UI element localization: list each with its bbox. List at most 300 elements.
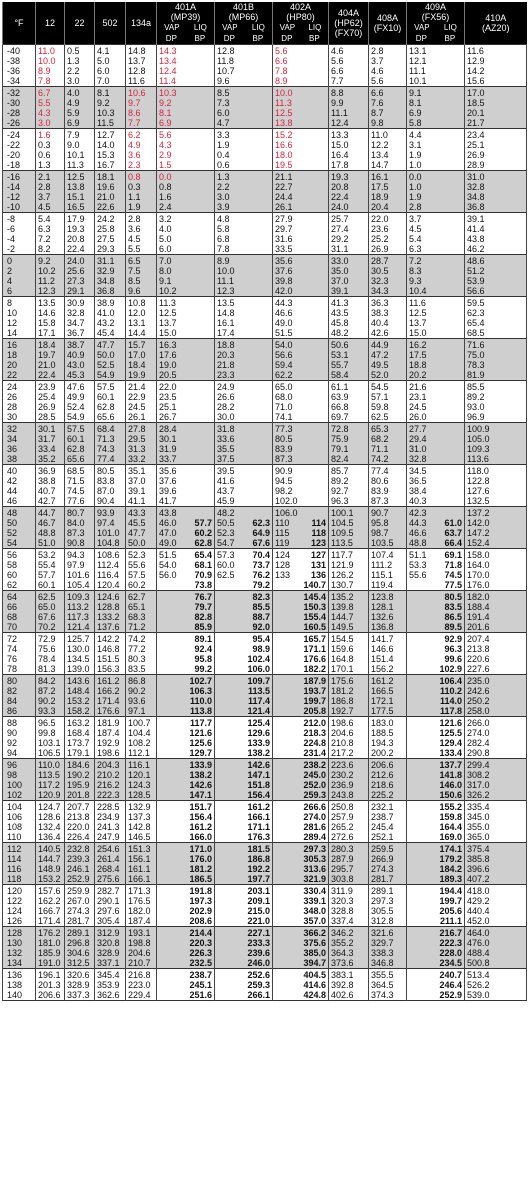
- cell-r409a: [407, 675, 465, 687]
- cell-r12: [36, 602, 65, 612]
- liq-bp-value: 125.5: [439, 728, 462, 738]
- cell-value: 4.3: [38, 108, 51, 118]
- cell-value: 152.4: [467, 538, 490, 548]
- cell-value: 87.2: [38, 686, 56, 696]
- cell-r12: [36, 885, 65, 897]
- cell-r134a: [126, 969, 157, 981]
- cell-r409a: [407, 160, 465, 171]
- cell-r22: [65, 633, 95, 645]
- cell-r410a: [465, 476, 527, 486]
- cell-r408a: [369, 906, 407, 916]
- cell-t: [3, 549, 36, 561]
- cell-r402a: [273, 476, 329, 486]
- cell-value: -26: [7, 118, 21, 128]
- cell-r12: [36, 958, 65, 969]
- cell-value: 0.8: [128, 172, 141, 182]
- column-sublabel: (MP66): [228, 12, 259, 22]
- cell-r410a: [465, 560, 527, 570]
- cell-value: 22.6: [97, 202, 115, 212]
- cell-value: 26.1: [128, 412, 146, 422]
- cell-value: 132.9: [128, 802, 151, 812]
- cell-t: [3, 654, 36, 664]
- vap-dp-value: 46.0: [159, 518, 177, 528]
- cell-r410a: [465, 938, 527, 948]
- liq-bp-value: [248, 214, 270, 224]
- cell-value: 173.7: [67, 738, 90, 748]
- vap-dp-value: 1.0: [409, 182, 422, 192]
- vap-dp-value: 22.7: [275, 182, 293, 192]
- vap-dp-value: 10.2: [159, 286, 177, 296]
- cell-value: 40.9: [67, 350, 85, 360]
- cell-r410a: [465, 686, 527, 696]
- cell-r404a: [329, 370, 369, 381]
- cell-r22: [65, 444, 95, 454]
- cell-r401b: [215, 444, 273, 454]
- cell-r502: [95, 412, 126, 423]
- cell-r12: [36, 192, 65, 202]
- vap-dp-value: 2.8: [409, 202, 422, 212]
- cell-value: 140: [7, 990, 23, 1000]
- cell-t: [3, 392, 36, 402]
- cell-r408a: [369, 612, 407, 622]
- vap-dp-value: [159, 906, 181, 916]
- cell-value: 90.2: [128, 686, 146, 696]
- table-row: [3, 476, 527, 486]
- liq-bp-value: 95.4: [252, 634, 270, 644]
- vap-dp-value: 51.1: [409, 550, 427, 560]
- vap-dp-value: [159, 980, 181, 990]
- cell-r502: [95, 66, 126, 76]
- cell-r408a: [369, 224, 407, 234]
- cell-r12: [36, 832, 65, 843]
- cell-value: 116.4: [97, 570, 119, 580]
- pt-chart: [2, 2, 526, 1198]
- cell-value: 259.5: [371, 844, 394, 854]
- cell-r402a: [273, 580, 329, 591]
- cell-r401b: [215, 224, 273, 234]
- cell-value: 57.5: [128, 570, 146, 580]
- cell-value: 127.6: [467, 486, 490, 496]
- cell-value: 6.7: [38, 88, 51, 98]
- cell-r404a: [329, 843, 369, 855]
- cell-value: 3.7: [371, 56, 384, 66]
- cell-t: [3, 759, 36, 771]
- cell-r401b: [215, 286, 273, 297]
- cell-value: 121.4: [67, 622, 90, 632]
- cell-t: [3, 591, 36, 603]
- cell-r401a: [157, 664, 215, 675]
- cell-value: 8.7: [371, 108, 384, 118]
- cell-value: 161.2: [371, 676, 394, 686]
- cell-value: 4.0: [67, 88, 80, 98]
- vap-dp-value: 16.2: [409, 340, 427, 350]
- table-row: [3, 465, 527, 477]
- cell-r401b: [215, 308, 273, 318]
- table-row: [3, 392, 527, 402]
- cell-value: 137.2: [467, 508, 490, 518]
- cell-t: [3, 644, 36, 654]
- cell-value: 220.0: [67, 822, 90, 832]
- cell-r401a: [157, 549, 215, 561]
- cell-value: 220.6: [467, 654, 490, 664]
- table-row: [3, 98, 527, 108]
- table-row: [3, 696, 527, 706]
- cell-value: 161.1: [128, 864, 151, 874]
- cell-r22: [65, 160, 95, 171]
- cell-value: 204.3: [97, 760, 120, 770]
- cell-r409a: [407, 328, 465, 339]
- cell-r134a: [126, 812, 157, 822]
- cell-value: 138: [7, 980, 23, 990]
- vap-dp-value: 43.8: [159, 508, 177, 518]
- cell-r401b: [215, 98, 273, 108]
- cell-value: 6.5: [128, 256, 141, 266]
- cell-r502: [95, 370, 126, 381]
- cell-r502: [95, 234, 126, 244]
- column-label: 22: [74, 18, 85, 28]
- table-row: [3, 202, 527, 213]
- cell-value: 74.2: [128, 634, 146, 644]
- cell-r402a: [273, 790, 329, 801]
- cell-r409a: [407, 958, 465, 969]
- cell-value: 210.7: [128, 958, 151, 968]
- liq-bp-value: [304, 150, 326, 160]
- cell-r409a: [407, 465, 465, 477]
- cell-r401b: [215, 938, 273, 948]
- cell-value: 104.8: [97, 538, 120, 548]
- vap-dp-value: [159, 664, 181, 674]
- vap-dp-value: [159, 634, 181, 644]
- column-sublabel: (FX56): [421, 12, 450, 22]
- cell-r410a: [465, 654, 527, 664]
- vap-dp-value: 3.3: [217, 130, 230, 140]
- cell-r404a: [329, 854, 369, 864]
- cell-r408a: [369, 370, 407, 381]
- cell-r408a: [369, 990, 407, 1001]
- cell-r408a: [369, 350, 407, 360]
- table-row: [3, 182, 527, 192]
- vap-dp-value: 46.6: [409, 528, 427, 538]
- vap-dp-value: [159, 790, 181, 800]
- cell-r12: [36, 570, 65, 580]
- cell-value: 181.0: [38, 938, 61, 948]
- cell-value: 305.4: [97, 916, 120, 926]
- cell-r401a: [157, 171, 215, 183]
- column-header-r401b: [215, 2, 273, 45]
- cell-r502: [95, 56, 126, 66]
- table-row: [3, 570, 527, 580]
- cell-value: 100.7: [128, 718, 151, 728]
- cell-r401a: [157, 717, 215, 729]
- vap-dp-value: 51.5: [159, 550, 177, 560]
- cell-r502: [95, 255, 126, 267]
- table-row: [3, 434, 527, 444]
- vap-dp-value: [409, 906, 431, 916]
- cell-r408a: [369, 832, 407, 843]
- cell-value: 407.2: [467, 874, 490, 884]
- cell-r12: [36, 528, 65, 538]
- cell-r401a: [157, 286, 215, 297]
- cell-r12: [36, 948, 65, 958]
- cell-value: 216.8: [128, 970, 151, 980]
- cell-r404a: [329, 728, 369, 738]
- vap-dp-value: 31.9: [159, 444, 177, 454]
- cell-value: 154.5: [331, 634, 354, 644]
- cell-r401a: [157, 686, 215, 696]
- liq-bp-value: [304, 266, 326, 276]
- liq-bp-value: 125.6: [189, 738, 212, 748]
- cell-value: 24.2: [97, 214, 115, 224]
- table-row: [3, 675, 527, 687]
- cell-value: 164.0: [467, 560, 490, 570]
- cell-t: [3, 444, 36, 454]
- cell-r402a: [273, 360, 329, 370]
- liq-bp-value: 117.8: [439, 706, 462, 716]
- cell-r12: [36, 402, 65, 412]
- cell-r408a: [369, 444, 407, 454]
- vap-dp-value: 80.5: [275, 434, 293, 444]
- liq-bp-value: 313.6: [303, 864, 326, 874]
- cell-r22: [65, 738, 95, 748]
- liq-bp-value: 186.8: [247, 854, 270, 864]
- vap-label: VAP: [222, 23, 238, 32]
- cell-r410a: [465, 339, 527, 351]
- cell-value: 89.2: [331, 476, 349, 486]
- cell-value: 312.5: [67, 958, 90, 968]
- cell-r401a: [157, 675, 215, 687]
- liq-bp-value: [190, 150, 212, 160]
- liq-bp-value: [248, 412, 270, 422]
- cell-r401a: [157, 602, 215, 612]
- table-row: [3, 507, 527, 519]
- cell-r401b: [215, 780, 273, 790]
- liq-bp-value: [190, 224, 212, 234]
- cell-value: 146.8: [97, 644, 120, 654]
- vap-dp-value: 13.7: [409, 318, 427, 328]
- cell-value: 16.7: [97, 160, 115, 170]
- cell-r410a: [465, 234, 527, 244]
- vap-dp-value: 6.6: [275, 56, 288, 66]
- cell-t: [3, 297, 36, 309]
- liq-bp-value: 82.8: [194, 612, 212, 622]
- cell-value: 19.9: [128, 370, 146, 380]
- cell-r22: [65, 234, 95, 244]
- cell-value: 2.2: [67, 66, 80, 76]
- cell-r404a: [329, 602, 369, 612]
- cell-r134a: [126, 255, 157, 267]
- vap-dp-value: 26.1: [275, 202, 293, 212]
- liq-bp-value: 209.1: [247, 896, 270, 906]
- cell-r408a: [369, 171, 407, 183]
- liq-bp-value: 161.2: [247, 802, 270, 812]
- cell-r134a: [126, 328, 157, 339]
- vap-dp-value: 20.2: [409, 370, 427, 380]
- cell-r408a: [369, 822, 407, 832]
- liq-bp-value: [304, 224, 326, 234]
- cell-r408a: [369, 801, 407, 813]
- vap-dp-value: [409, 644, 431, 654]
- vap-dp-value: 106.0: [275, 508, 298, 518]
- cell-value: 230.2: [331, 770, 354, 780]
- vap-dp-value: [217, 970, 239, 980]
- cell-r402a: [273, 822, 329, 832]
- cell-value: 135.2: [331, 592, 354, 602]
- vap-dp-value: 33.7: [159, 454, 177, 464]
- cell-r502: [95, 160, 126, 171]
- cell-value: 15.3: [97, 150, 115, 160]
- cell-t: [3, 612, 36, 622]
- vap-dp-value: 3.1: [409, 140, 422, 150]
- cell-value: 37.0: [128, 476, 146, 486]
- table-row: [3, 896, 527, 906]
- liq-bp-value: 233.3: [247, 938, 270, 948]
- liq-bp-value: 375.6: [303, 938, 326, 948]
- cell-r404a: [329, 444, 369, 454]
- table-row: [3, 276, 527, 286]
- cell-r22: [65, 832, 95, 843]
- liq-bp-value: 414.6: [303, 980, 326, 990]
- liq-bp-value: [190, 214, 212, 224]
- cell-r22: [65, 706, 95, 717]
- vap-dp-value: 26.7: [159, 412, 177, 422]
- cell-value: 97.1: [128, 706, 146, 716]
- liq-bp-value: [440, 172, 462, 182]
- cell-r410a: [465, 854, 527, 864]
- vap-dp-value: 11.4: [159, 76, 176, 86]
- cell-value: 102: [7, 790, 23, 800]
- cell-t: [3, 286, 36, 297]
- cell-value: 297.6: [97, 906, 120, 916]
- cell-r22: [65, 717, 95, 729]
- liq-bp-value: [304, 412, 326, 422]
- cell-r134a: [126, 160, 157, 171]
- liq-bp-value: 140.7: [303, 580, 326, 590]
- liq-bp-value: 231.4: [303, 748, 326, 758]
- cell-r22: [65, 434, 95, 444]
- cell-value: 82: [7, 686, 18, 696]
- cell-value: 60.2: [128, 580, 146, 590]
- cell-value: 22.9: [128, 392, 146, 402]
- liq-bp-value: [190, 402, 212, 412]
- cell-value: 6.2: [128, 130, 141, 140]
- cell-value: 156.1: [128, 854, 151, 864]
- cell-t: [3, 580, 36, 591]
- cell-r410a: [465, 370, 527, 381]
- cell-r22: [65, 906, 95, 916]
- liq-bp-value: [190, 328, 212, 338]
- cell-value: 16: [7, 340, 18, 350]
- cell-r134a: [126, 171, 157, 183]
- liq-bp-value: [248, 140, 270, 150]
- cell-value: 22.4: [331, 192, 349, 202]
- cell-value: 120: [7, 886, 23, 896]
- vap-dp-value: 39.8: [275, 276, 293, 286]
- vap-dp-value: [409, 592, 431, 602]
- cell-r401b: [215, 423, 273, 435]
- cell-value: 66: [7, 602, 18, 612]
- cell-value: 12.2: [371, 140, 389, 150]
- cell-r410a: [465, 297, 527, 309]
- vap-dp-value: [409, 896, 431, 906]
- cell-r409a: [407, 686, 465, 696]
- vap-dp-value: [409, 886, 431, 896]
- table-row: [3, 192, 527, 202]
- cell-r134a: [126, 213, 157, 225]
- cell-r401b: [215, 948, 273, 958]
- liq-bp-value: [440, 150, 462, 160]
- cell-r401b: [215, 213, 273, 225]
- cell-r402a: [273, 297, 329, 309]
- cell-r502: [95, 948, 126, 958]
- cell-r410a: [465, 87, 527, 99]
- cell-value: 4.1: [97, 46, 110, 56]
- liq-bp-value: 118: [311, 528, 326, 538]
- vap-dp-value: [159, 580, 181, 590]
- cell-r408a: [369, 591, 407, 603]
- cell-r134a: [126, 87, 157, 99]
- liq-bp-value: [440, 350, 462, 360]
- table-row: [3, 160, 527, 171]
- cell-r22: [65, 182, 95, 192]
- cell-value: 20.1: [467, 108, 485, 118]
- cell-r409a: [407, 948, 465, 958]
- table-row: [3, 728, 527, 738]
- cell-t: [3, 182, 36, 192]
- cell-r22: [65, 118, 95, 129]
- table-row: [3, 832, 527, 843]
- liq-bp-value: 330.4: [303, 886, 326, 896]
- cell-t: [3, 570, 36, 580]
- cell-r134a: [126, 308, 157, 318]
- vap-dp-value: 29.7: [275, 224, 293, 234]
- cell-value: 51.0: [38, 538, 56, 548]
- liq-bp-value: 70.9: [194, 570, 212, 580]
- vap-dp-value: 119: [275, 538, 290, 548]
- cell-value: 72.8: [331, 424, 349, 434]
- cell-r410a: [465, 770, 527, 780]
- cell-r410a: [465, 160, 527, 171]
- cell-value: 40.7: [38, 486, 56, 496]
- cell-r134a: [126, 76, 157, 87]
- cell-value: 312.9: [97, 928, 120, 938]
- cell-value: 142.2: [97, 634, 120, 644]
- column-sublabel: (FX10): [373, 23, 402, 33]
- cell-value: 321.6: [371, 928, 394, 938]
- cell-value: 62.7: [128, 592, 146, 602]
- vap-dp-value: 31.0: [409, 444, 427, 454]
- cell-t: [3, 728, 36, 738]
- cell-r408a: [369, 476, 407, 486]
- cell-t: [3, 854, 36, 864]
- cell-r401a: [157, 308, 215, 318]
- cell-t: [3, 770, 36, 780]
- cell-r502: [95, 108, 126, 118]
- cell-r408a: [369, 66, 407, 76]
- cell-r402a: [273, 444, 329, 454]
- vap-dp-value: 59.4: [275, 360, 293, 370]
- vap-dp-value: [159, 886, 181, 896]
- vap-dp-value: [159, 780, 181, 790]
- cell-r408a: [369, 696, 407, 706]
- cell-r404a: [329, 885, 369, 897]
- cell-r134a: [126, 140, 157, 150]
- cell-value: -20: [7, 150, 21, 160]
- cell-r12: [36, 990, 65, 1001]
- cell-r402a: [273, 160, 329, 171]
- table-row: [3, 140, 527, 150]
- cell-value: 0.3: [128, 182, 141, 192]
- cell-value: 0.6: [38, 150, 51, 160]
